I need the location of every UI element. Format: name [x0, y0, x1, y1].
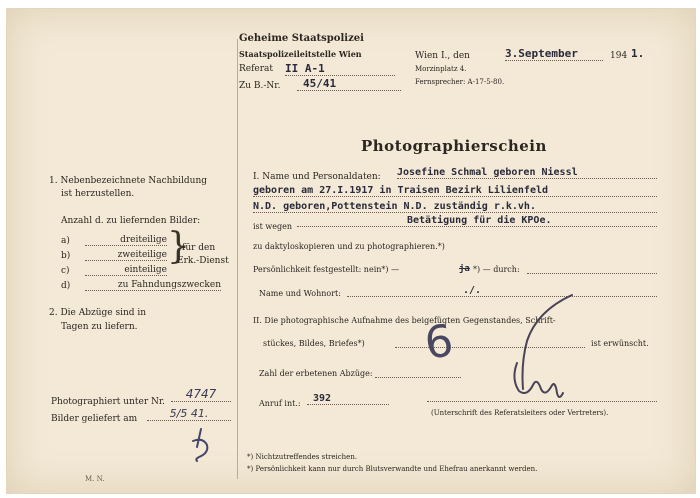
dakty-line: zu daktyloskopieren und zu photographieren.*)	[253, 242, 445, 251]
ist-wegen-label: ist wegen	[253, 222, 293, 231]
left-item2-line1: 2. Die Abzüge sind in	[49, 308, 147, 318]
option-letter-c: c)	[61, 266, 70, 276]
signature-line	[427, 401, 657, 402]
signature	[497, 293, 577, 403]
name-label: Name und Wohnort:	[259, 289, 341, 298]
footnote-2: *) Persönlichkeit kann nur durch Blutsverwandte und Ehefrau anerkannt werden.	[247, 465, 538, 473]
s2-line2: stückes, Bildes, Briefes*)	[263, 339, 365, 348]
persoen-mark: ja	[459, 264, 470, 274]
s1-value-2: geboren am 27.I.1917 in Traisen Bezirk Lilienfeld	[253, 185, 657, 197]
s2-end: ist erwünscht.	[591, 339, 649, 348]
zu-bnr-label: Zu B.-Nr.	[239, 81, 281, 91]
column-divider	[237, 39, 238, 479]
year-prefix: 194	[610, 51, 628, 61]
document-sheet	[6, 8, 696, 494]
agency-name: Geheime Staatspolizei	[239, 33, 364, 44]
persoen-label: Persönlichkeit festgestellt: nein*) —	[253, 265, 400, 274]
option-text-a: dreiteilige	[85, 235, 167, 246]
brace-text-1: für den	[182, 243, 216, 253]
anruf-value: 392	[307, 393, 389, 405]
count-label: Anzahl d. zu liefernden Bilder:	[61, 216, 201, 226]
referat-value: II A-1	[285, 62, 395, 76]
signature-caption: (Unterschrift des Referatsleiters oder Vertreters).	[431, 409, 609, 417]
abzuege-label: Zahl der erbetenen Abzüge:	[259, 369, 373, 378]
anruf-label: Anruf int.:	[259, 399, 301, 408]
date-value: 3.September	[505, 47, 603, 61]
abzuege-value: 6	[421, 315, 457, 370]
document-title: Photographierschein	[361, 137, 547, 155]
s1-label: I. Name und Personaldaten:	[253, 172, 381, 182]
delivered-label: Bilder geliefert am	[51, 414, 138, 424]
footnote-1: *) Nichtzutreffendes streichen.	[247, 453, 358, 461]
year-suffix: 1.	[631, 47, 645, 60]
left-item2-line2: Tagen zu liefern.	[61, 322, 138, 332]
photographed-label: Photographiert unter Nr.	[51, 397, 166, 407]
s1-value-3: N.D. geboren,Pottenstein N.D. zuständig r.k.vh.	[253, 201, 657, 213]
brace-text-2: Erk.-Dienst	[177, 256, 229, 266]
left-item1-line1: 1. Nebenbezeichnete Nachbildung	[49, 176, 208, 186]
s2-line1: II. Die photographische Aufnahme des beigefügten Gegenstandes, Schrift-	[253, 316, 556, 325]
s1-value-1: Josefine Schmal geboren Niessl	[397, 167, 657, 179]
office-address: Morzinplatz 4.	[415, 65, 467, 73]
option-text-d: zu Fahndungszwecken	[85, 280, 221, 291]
name-value: ./.	[347, 285, 657, 297]
photographed-value: 4747	[171, 387, 231, 402]
left-item1-line2: ist herzustellen.	[61, 189, 135, 199]
office-phone: Fernsprecher: A-17-5-80.	[415, 78, 505, 86]
wegen-value: Betätigung für die KPOe.	[297, 215, 657, 227]
city-date-label: Wien I., den	[415, 51, 470, 61]
initials-scribble	[187, 427, 217, 463]
delivered-value: 5/5 41.	[147, 407, 231, 421]
option-letter-b: b)	[61, 251, 71, 261]
footer-initials: M. N.	[85, 475, 105, 483]
option-text-c: einteilige	[85, 265, 167, 276]
options-brace: }	[167, 226, 190, 267]
option-text-b: zweiteilige	[85, 250, 167, 261]
option-letter-a: a)	[61, 236, 70, 246]
abzuege-fill-line	[375, 377, 461, 378]
office-name: Staatspolizeileitstelle Wien	[239, 49, 362, 59]
option-letter-d: d)	[61, 281, 71, 291]
referat-label: Referat	[239, 64, 274, 74]
persoen-fill-line	[527, 273, 657, 274]
persoen-end: *) — durch:	[473, 265, 520, 274]
zu-bnr-value: 45/41	[297, 77, 401, 91]
